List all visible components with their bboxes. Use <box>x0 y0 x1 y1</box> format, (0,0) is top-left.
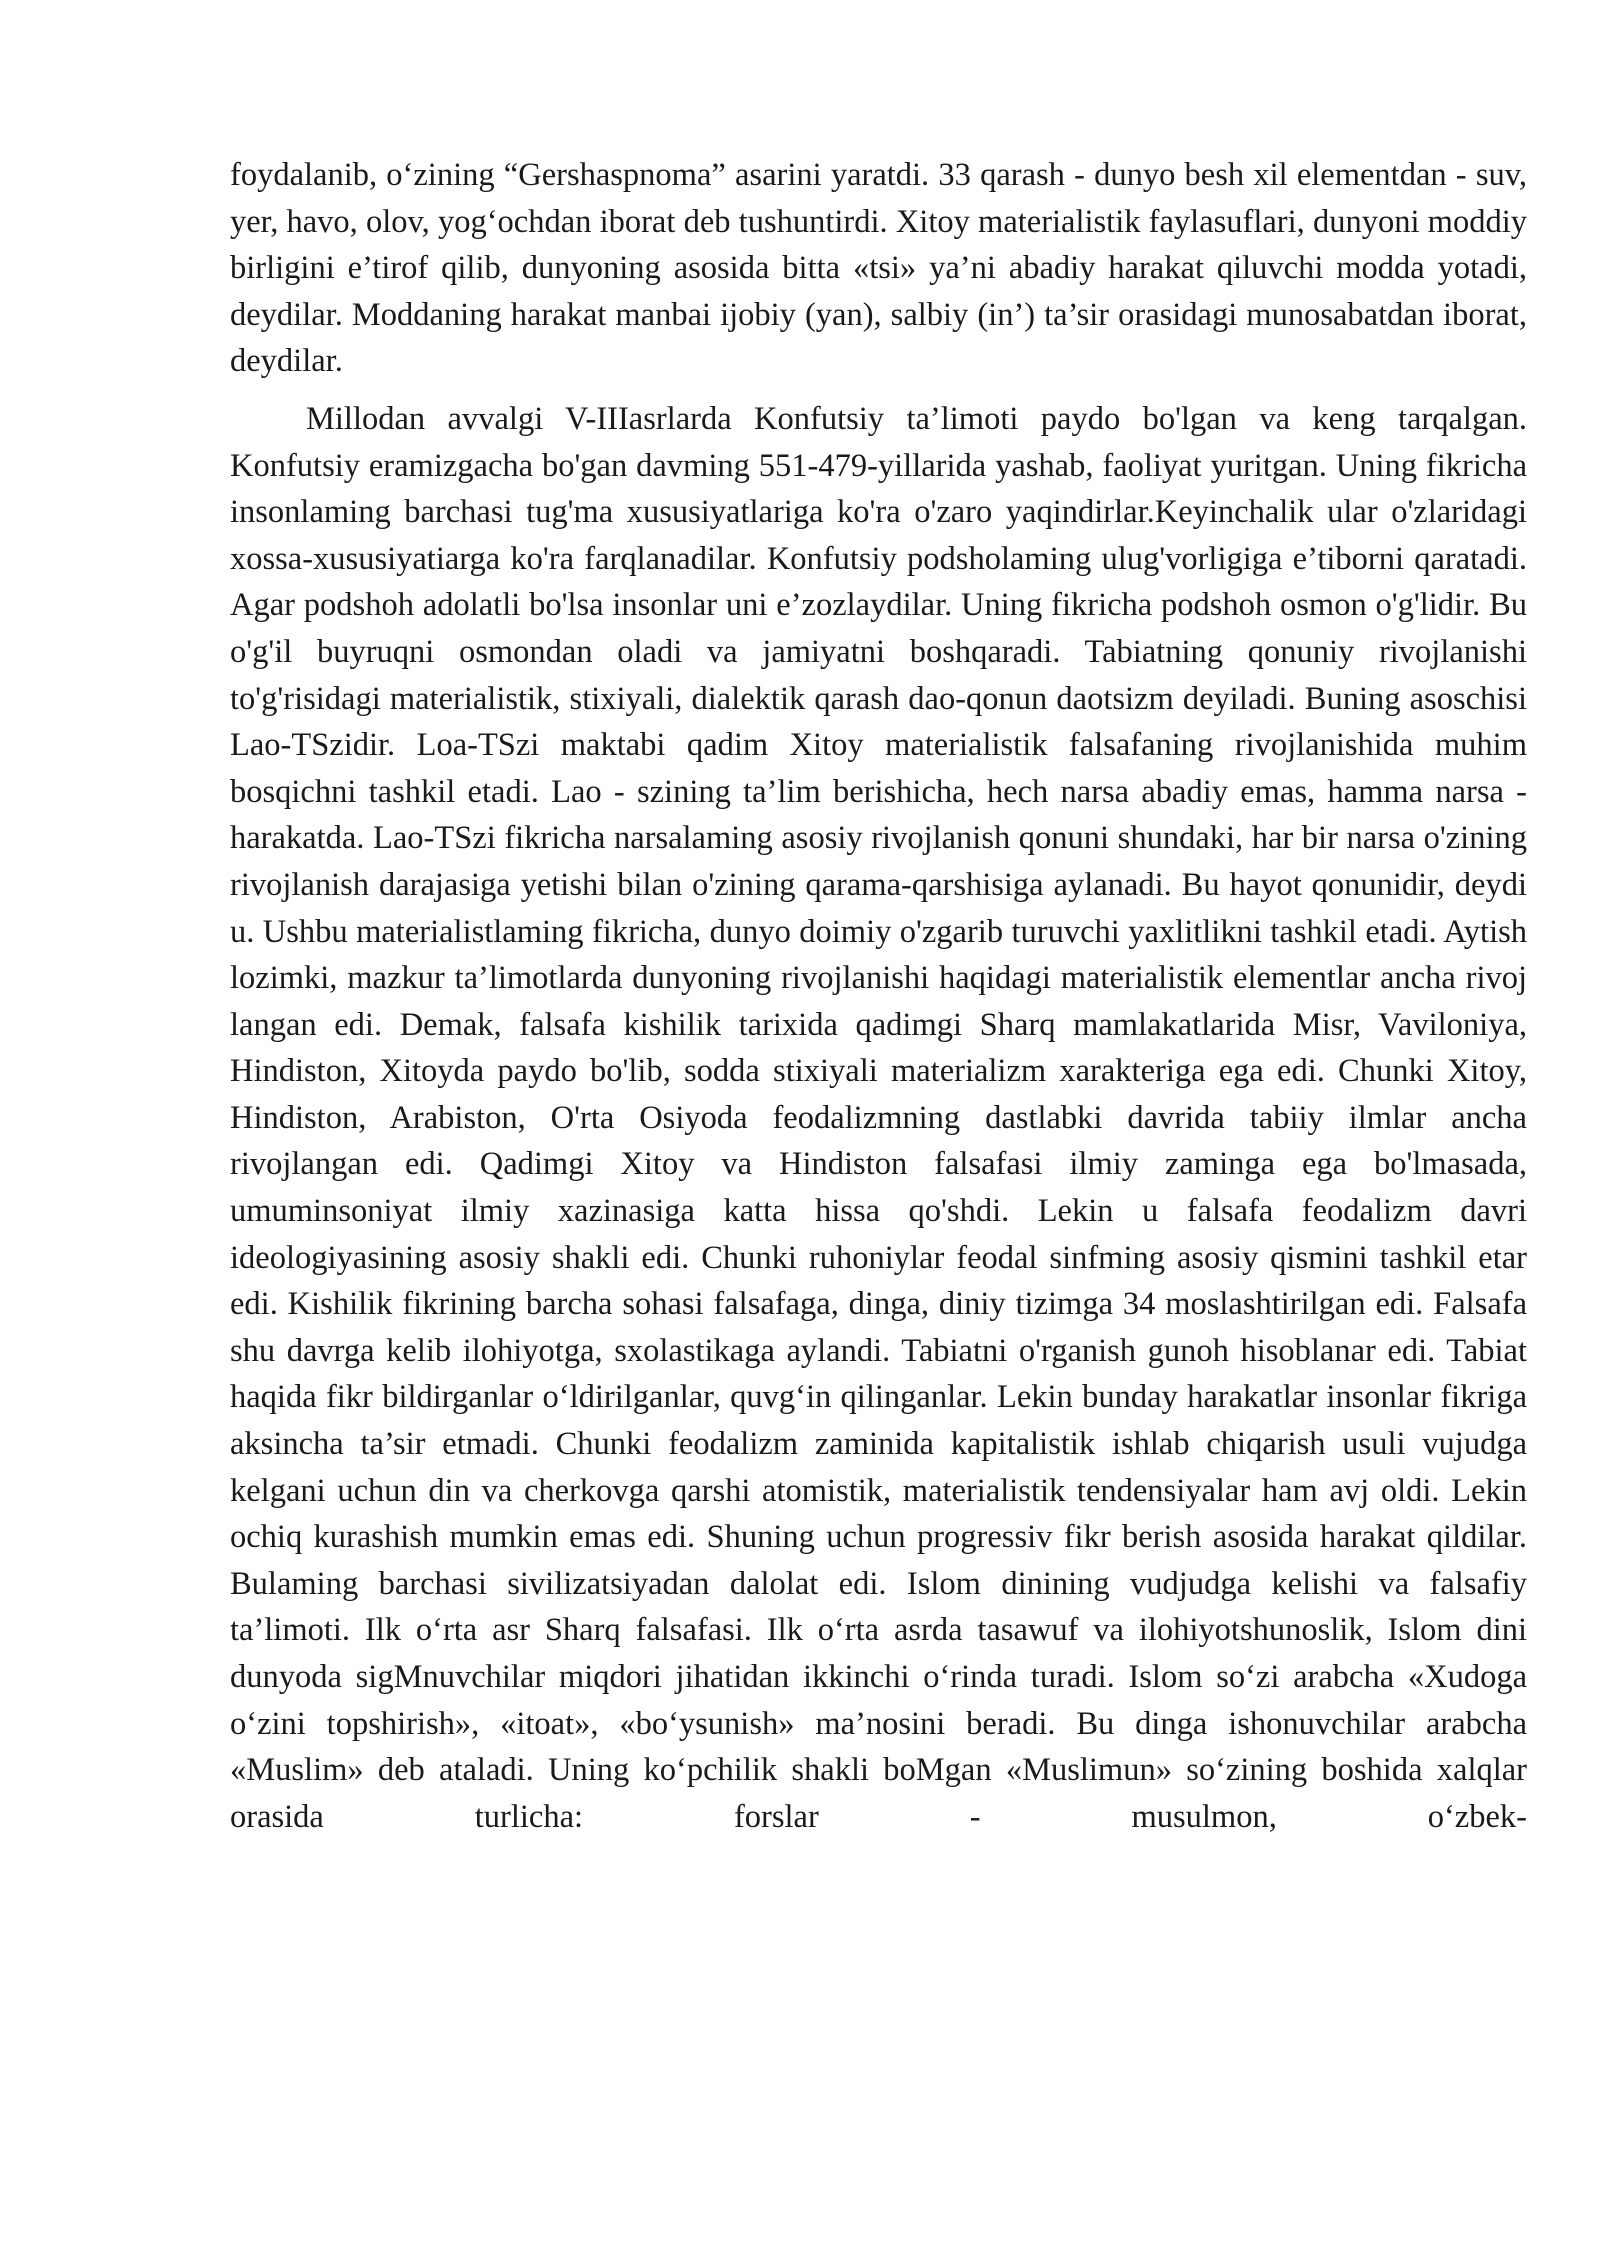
paragraph-1: foydalanib, o‘zining “Gershaspnoma” asarini yaratdi. 33 qarash - dunyo besh xil elementdan - suv, yer, havo, olov, yog‘ochdan iborat deb tushuntirdi. Xitoy materialistik faylasuflari, dunyoni moddiy birligini e’tirof qilib, dunyoning asosida bitta «tsi» ya’ni abadiy harakat qiluvchi modda yotadi, deydilar. Moddaning harakat manbai ijobiy (yan), salbiy (in’) ta’sir orasidagi munosabatdan iborat, deydilar. <box>230 157 1527 380</box>
paragraph-2: Millodan avvalgi V-IIIasrlarda Konfutsiy ta’limoti paydo bo'lgan va keng tarqalgan. Konfutsiy eramizgacha bo'gan davming 551-479-yillarida yashab, faoliyat yuritgan. Uning fikricha insonlaming barchasi tug'ma xususiyatlariga ko'ra o'zaro yaqindirlar.Keyinchalik ular o'zlaridagi xossa-xususiyatiarga ko'ra farqlanadilar. Konfutsiy podsholaming ulug'vorligiga e’tiborni qaratadi. Agar podshoh adolatli bo'lsa insonlar uni e’zozlaydilar. Uning fikricha podshoh osmon o'g'lidir. Bu o'g'il buyruqni osmondan oladi va jamiyatni boshqaradi. Tabiatning qonuniy rivojlanishi to'g'risidagi materialistik, stixiyali, dialektik qarash dao-qonun daotsizm deyiladi. Buning asoschisi Lao-TSzidir. Loa-TSzi maktabi qadim Xitoy materialistik falsafaning rivojlanishida muhim bosqichni tashkil etadi. Lao - szining ta’lim berishicha, hech narsa abadiy emas, hamma narsa - harakatda. Lao-TSzi fikricha narsalaming asosiy rivojlanish qonuni shundaki, har bir narsa o'zining rivojlanish darajasiga yetishi bilan o'zining qarama-qarshisiga aylanadi. Bu hayot qonunidir, deydi u. Ushbu materialistlaming fikricha, dunyo doimiy o'zgarib turuvchi yaxlitlikni tashkil etadi. Aytish lozimki, mazkur ta’limotlarda dunyoning rivojlanishi haqidagi materialistik elementlar ancha rivoj langan edi. Demak, falsafa kishilik tarixida qadimgi Sharq mamlakatlarida Misr, Vaviloniya, Hindiston, Xitoyda paydo bo'lib, sodda stixiyali materializm xarakteriga ega edi. Chunki Xitoy, Hindiston, Arabiston, O'rta Osiyoda feodalizmning dastlabki davrida tabiiy ilmlar ancha rivojlangan edi. Qadimgi Xitoy va Hindiston falsafasi ilmiy zaminga ega bo'lmasada, umuminsoniyat ilmiy xazinasiga katta hissa qo'shdi. Lekin u falsafa feodalizm davri ideologiyasining asosiy shakli edi. Chunki ruhoniylar feodal sinfming asosiy qismini tashkil etar edi. Kishilik fikrining barcha sohasi falsafaga, dinga, diniy tizimga 34 moslashtirilgan edi. Falsafa shu davrga kelib ilohiyotga, sxolastikaga aylandi. Tabiatni o'rganish gunoh hisoblanar edi. Tabiat haqida fikr bildirganlar o‘ldirilganlar, quvg‘in qilinganlar. Lekin bunday harakatlar insonlar fikriga aksincha ta’sir etmadi. Chunki feodalizm zaminida kapitalistik ishlab chiqarish usuli vujudga kelgani uchun din va cherkovga qarshi atomistik, materialistik tendensiyalar ham avj oldi. Lekin ochiq kurashish mumkin emas edi. Shuning uchun progressiv fikr berish asosida harakat qildilar. Bulaming barchasi sivilizatsiyadan dalolat edi. Islom dinining vudjudga kelishi va falsafiy ta’limoti. Ilk o‘rta asr Sharq falsafasi. Ilk o‘rta asrda tasawuf va ilohiyotshunoslik, Islom dini dunyoda sigMnuvchilar miqdori jihatidan ikkinchi o‘rinda turadi. Islom so‘zi arabcha «Xudoga o‘zini topshirish», «itoat», «bo‘ysunish» ma’nosini beradi. Bu dinga ishonuvchilar arabcha «Muslim» deb ataladi. Uning ko‘pchilik shakli boMgan «Muslimun» so‘zining boshida xalqlar orasida turlicha: forslar - musulmon, o‘zbek- <box>230 400 1527 1835</box>
document-page <box>230 152 1527 1840</box>
